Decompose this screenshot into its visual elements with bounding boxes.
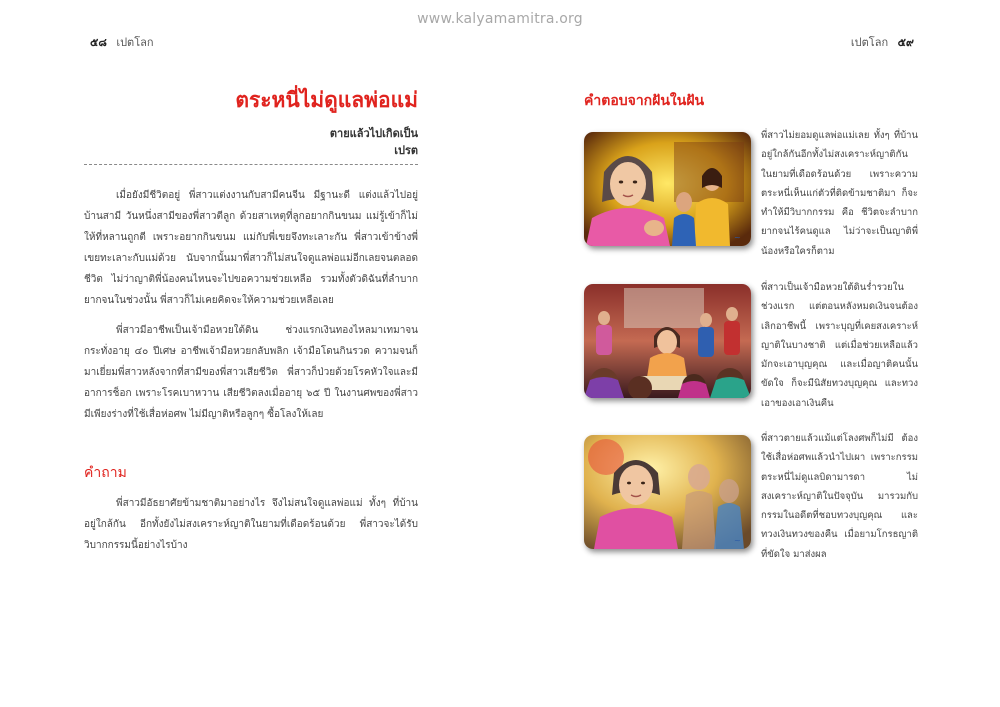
illustration-death-mat (584, 435, 751, 549)
illustration-stingy-sister (584, 132, 751, 246)
title-divider (84, 164, 418, 165)
question-text: พี่สาวมีอัธยาศัยข้ามชาติมาอย่างไร จึงไม่สนใจดูแลพ่อแม่ ทั้งๆ ที่บ้านอยู่ใกล้กัน อีกทั้งยังไม่สงเคราะห์ญาติในยามที่เดือดร้อนด้วย พี่สาวจะได้รับวิบากกรรมนี้อย่างไรบ้าง (84, 498, 418, 552)
answer-text-2: พี่สาวเป็นเจ้ามือหวยใต้ดินร่ำรวยในช่วงแรก แต่ตอนหลังหมดเงินจนต้องเลิกอาชีพนี้ เพราะบุญที่เคยสงเคราะห์ญาติในบางชาติ แต่เมื่อช่วยเหลือแล้วมักจะเอาบุญคุณ และเมื่อญาติคนนั้นขัดใจ ก็จะมีนิสัยทวงบุญคุณ และทวงเอาของเอาเงินคืน (761, 282, 918, 409)
right-running-head (851, 33, 920, 51)
site-url[interactable]: www.kalyamamitra.org (417, 11, 583, 27)
right-page-number: ๕๙ (897, 36, 914, 49)
subtitle-line-1: ตายแล้วไปเกิดเป็น (329, 127, 418, 141)
left-page (84, 88, 418, 556)
svg-text:~: ~ (734, 536, 741, 545)
story-subtitle (84, 125, 418, 159)
answer-text-3: พี่สาวตายแล้วแม้แต่โลงศพก็ไม่มี ต้องใช้เสื่อห่อศพแล้วนำไปเผา เพราะกรรมตระหนี่ไม่ดูแลบิดามารดา ไม่สงเคราะห์ญาติในปัจจุบัน มารวมกับกรรมในอดีตที่ชอบทวงบุญคุณ และทวงเงินทวงของคืน เมื่อยามโกรธญาติที่ขัดใจ มาส่งผล (761, 433, 918, 560)
left-page-number: ๕๘ (90, 36, 107, 49)
svg-text:~: ~ (734, 233, 741, 242)
right-running-title: เปตโลก (850, 36, 889, 49)
left-running-head (84, 33, 154, 51)
story-title: ตระหนี่ไม่ดูแลพ่อแม่ (235, 88, 418, 112)
illustration-lottery-dealer (584, 284, 751, 398)
question-heading: คำถาม (84, 465, 127, 482)
left-running-title: เปตโลก (116, 36, 154, 49)
answer-heading: คำตอบจากฝันในฝัน (584, 93, 705, 109)
story-paragraph-2: พี่สาวมีอาชีพเป็นเจ้ามือหวยใต้ดิน ช่วงแรกเงินทองไหลมาเทมาจนกระทั่งอายุ ๔๐ ปีเศษ อาชีพเจ้ามือหวยกลับพลิก เจ้ามือโดนกินรวด ความจนก็มาเยี่ยมพี่สาวหลังจากที่สามีของพี่สาวเสียชีวิต พี่สาวก็ป่วยด้วยโรคหัวใจและมีอาการช็อก เพราะโรคเบาหวาน เสียชีวิตลงเมื่ออายุ ๖๕ ปี ในงานศพของพี่สาวมีเพียงร่างที่ใช้เสื่อห่อศพ ไม่มีญาติหรือลูกๆ ซื้อโลงให้เลย (84, 325, 418, 421)
story-paragraph-1: เมื่อยังมีชีวิตอยู่ พี่สาวแต่งงานกับสามีคนจีน มีฐานะดี แต่งแล้วไปอยู่บ้านสามี วันหนึ่งสามีของพี่สาวตีลูก ด้วยสาเหตุที่ลูกอยากกินขนม แม่รู้เข้าก็ไม่ให้ที่หลานถูกตี เพราะอยากกินขนม แม่กับพี่เขยจึงทะเลาะกัน พี่สาวเข้าข้างพี่เขยทะเลาะกับแม่ด้วย นับจากนั้นมาพี่สาวก็ไม่สนใจดูแลพ่อแม่อีกเลยจนตลอดชีวิต ไม่ว่าญาติพี่น้องคนไหนจะไปขอความช่วยเหลือ รวมทั้งตัวดิฉันที่ลำบากยากจนในช่วงนั้น พี่สาวก็ไม่เคยคิดจะให้ความช่วยเหลือเลย (84, 190, 418, 307)
right-page (584, 90, 918, 560)
subtitle-line-2: เปรต (394, 144, 418, 158)
answer-text-1: พี่สาวไม่ยอมดูแลพ่อแม่เลย ทั้งๆ ที่บ้านอยู่ใกล้กันอีกทั้งไม่สงเคราะห์ญาติกันในยามที่เดือดร้อนด้วย เพราะความตระหนี่เห็นแก่ตัวที่ติดข้ามชาติมา ก็จะทำให้มีวิบากกรรม คือ ชีวิตจะลำบากยากจนไร้คนดูแล ไม่ว่าจะเป็นญาติพี่น้องหรือใครก็ตาม (761, 130, 918, 257)
